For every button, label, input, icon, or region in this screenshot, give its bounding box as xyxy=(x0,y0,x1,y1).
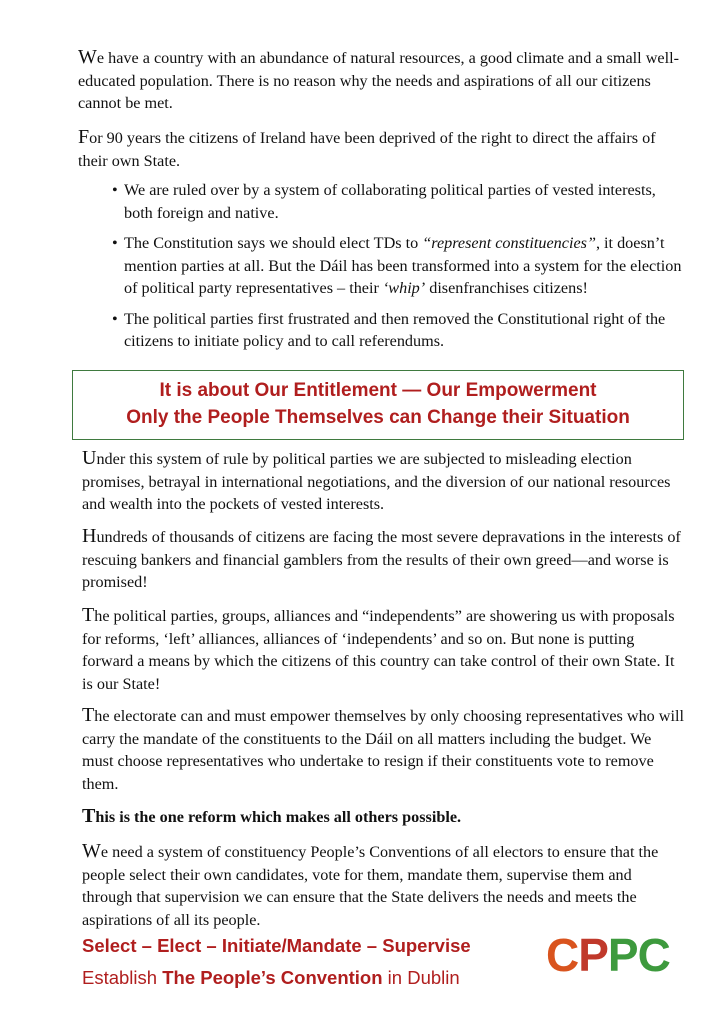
callout-box xyxy=(72,370,684,440)
body-paragraph-conventions: We need a system of constituency People’s Conventions of all electors to ensure that the people select their own candidates, vote for them, mandate them, supervise them and through that supervision we can ensure that the State delivers the needs and meets the aspirations of all its people. xyxy=(82,840,659,929)
body-paragraph-hundreds: Hundreds of thousands of citizens are facing the most severe depravations in the interests of rescuing bankers and financial gamblers from the results of their own greed—and worse is promised! xyxy=(82,525,681,591)
establish-prefix: Establish xyxy=(82,967,163,988)
history-paragraph: For 90 years the citizens of Ireland have been deprived of the right to direct the affairs of their own State. xyxy=(78,126,656,170)
callout-line-1: It is about Our Entitlement — Our Empowerment xyxy=(159,380,597,401)
bullet-text: The political parties first frustrated and then removed the Constitutional right of the citizens to initiate policy and to call referendums. xyxy=(124,309,666,350)
bullet-text: We are ruled over by a system of collaborating political parties of vested interests, both foreign and native. xyxy=(124,181,656,222)
establish-suffix: in Dublin xyxy=(382,967,460,988)
body-paragraph-system: Under this system of rule by political parties we are subjected to misleading election promises, betrayal in international negotiations, and the diversion of our national resources and wealth into the pockets of vested interests. xyxy=(82,447,671,513)
logo-letter-p2: P xyxy=(607,929,638,981)
bullet-text: The Constitution says we should elect TDs to xyxy=(124,234,423,252)
bullet-item-constitution xyxy=(112,232,687,300)
bullet-text: disenfranchises citizens! xyxy=(425,279,588,297)
footer-slogan: Select – Elect – Initiate/Mandate – Supervise xyxy=(82,935,471,956)
logo-letter-c1: C xyxy=(546,929,579,981)
quote-represent-constituencies: “represent constituencies” xyxy=(422,234,596,252)
body-paragraph-electorate: The electorate can and must empower themselves by only choosing representatives who will carry the mandate of the constituents to the Dáil on all matters including the budget. We must choose representatives who undertake to resign if their constituents vote to remove them. xyxy=(82,704,684,793)
bullet-text: , it doesn’t mention parties at all. But the Dáil has been transformed into a system for the election of political party representatives – their xyxy=(124,234,682,297)
logo-letter-p1: P xyxy=(578,929,608,981)
footer-establish xyxy=(82,967,460,989)
quote-whip: ‘whip’ xyxy=(382,279,426,297)
logo-letter-c2: C xyxy=(637,929,670,981)
body-paragraph-parties: The political parties, groups, alliances and “independents” are showering us with proposals for reforms, ‘left’ alliances, alliances of ‘independents’ and so on. But none is putting forward a means by which the citizens of this country can take control of their own State. It is our State! xyxy=(82,604,675,693)
intro-paragraph: We have a country with an abundance of natural resources, a good climate and a small well-educated population. There is no reason why the needs and aspirations of all our citizens cannot be met. xyxy=(78,46,679,112)
bullet-item-parties xyxy=(112,179,687,224)
cppc-logo xyxy=(546,930,670,980)
body-paragraph-one-reform: This is the one reform which makes all others possible. xyxy=(82,805,462,827)
bullet-item-referendums xyxy=(112,308,687,353)
establish-name: The People’s Convention xyxy=(162,967,383,988)
bullet-list xyxy=(112,179,687,361)
callout-line-2: Only the People Themselves can Change their Situation xyxy=(126,407,630,428)
